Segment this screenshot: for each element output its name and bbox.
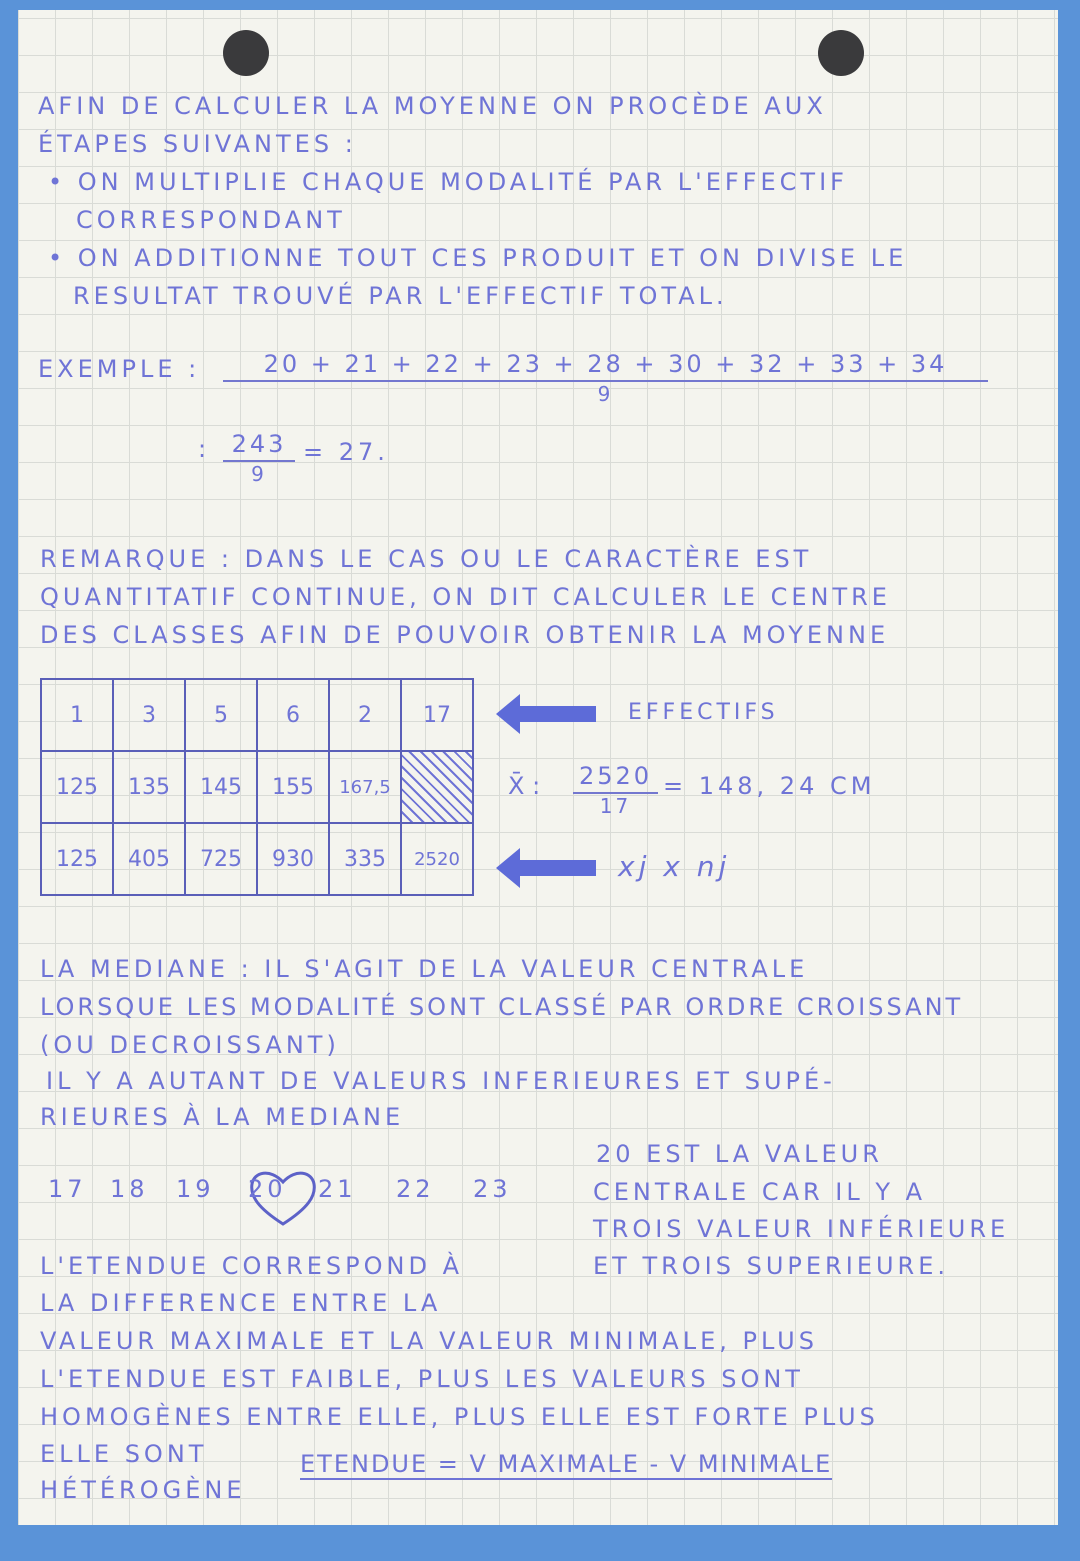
step-fraction bbox=[223, 430, 295, 486]
bullet-text: CORRESPONDANT bbox=[76, 206, 346, 234]
table-cell: 1 bbox=[41, 679, 113, 751]
series-value: 21 bbox=[318, 1175, 357, 1203]
example-result: = 27. bbox=[303, 438, 389, 466]
etendue-line: L'ETENDUE EST FAIBLE, PLUS LES VALEURS SONT bbox=[40, 1365, 804, 1393]
table-cell: 5 bbox=[185, 679, 257, 751]
mediane-line: (OU DECROISSANT) bbox=[40, 1031, 340, 1059]
bullet-text: RESULTAT TROUVÉ PAR L'EFFECTIF TOTAL. bbox=[73, 282, 728, 310]
mean-numerator: 2520 bbox=[573, 762, 658, 794]
example-denominator: 9 bbox=[597, 382, 614, 406]
equals-sign: : bbox=[198, 435, 211, 463]
table-row bbox=[41, 823, 473, 895]
table-cell: 3 bbox=[113, 679, 185, 751]
series-value: 23 bbox=[473, 1175, 512, 1203]
etendue-line: VALEUR MAXIMALE ET LA VALEUR MINIMALE, PLUS bbox=[40, 1327, 818, 1355]
table-cell: 135 bbox=[113, 751, 185, 823]
series-value: 17 bbox=[48, 1175, 87, 1203]
etendue-line: ELLE SONT bbox=[40, 1440, 208, 1468]
etendue-line: HOMOGÈNES ENTRE ELLE, PLUS ELLE EST FORTE PLUS bbox=[40, 1403, 879, 1431]
etendue-line: HÉTÉROGÈNE bbox=[40, 1476, 246, 1504]
series-value: 19 bbox=[176, 1175, 215, 1203]
series-value: 18 bbox=[110, 1175, 149, 1203]
step-numerator: 243 bbox=[223, 430, 295, 462]
table-row bbox=[41, 679, 473, 751]
mean-denominator: 17 bbox=[599, 794, 632, 818]
table-cell: 2520 bbox=[401, 823, 473, 895]
intro-line: ÉTAPES SUIVANTES : bbox=[38, 130, 357, 158]
table-cell: 17 bbox=[401, 679, 473, 751]
binder-hole bbox=[223, 30, 269, 76]
binder-hole bbox=[818, 30, 864, 76]
etendue-formula: ETENDUE = V MAXIMALE - V MINIMALE bbox=[300, 1450, 833, 1478]
mediane-line: IL Y A AUTANT DE VALEURS INFERIEURES ET SUPÉ- bbox=[46, 1067, 836, 1095]
table-cell: 725 bbox=[185, 823, 257, 895]
table-cell: 6 bbox=[257, 679, 329, 751]
remarque-line: QUANTITATIF CONTINUE, ON DIT CALCULER LE CENTRE bbox=[40, 583, 891, 611]
series-value: 22 bbox=[396, 1175, 435, 1203]
table-cell: 2 bbox=[329, 679, 401, 751]
mean-fraction bbox=[573, 762, 658, 818]
grid-paper-sheet bbox=[18, 10, 1058, 1525]
example-fraction bbox=[223, 350, 988, 406]
table-cell: 155 bbox=[257, 751, 329, 823]
step-denominator: 9 bbox=[251, 462, 267, 486]
mediane-line: RIEURES À LA MEDIANE bbox=[40, 1103, 405, 1131]
frequency-table bbox=[40, 678, 474, 896]
table-cell: 145 bbox=[185, 751, 257, 823]
median-value: 20 bbox=[248, 1175, 287, 1203]
effectifs-label: EFFECTIFS bbox=[628, 700, 779, 725]
bullet-text: • ON ADDITIONNE TOUT CES PRODUIT ET ON DIVISE LE bbox=[48, 244, 908, 272]
etendue-line: LA DIFFERENCE ENTRE LA bbox=[40, 1289, 442, 1317]
mean-symbol: X̄ : bbox=[508, 772, 541, 800]
mediane-line: LORSQUE LES MODALITÉ SONT CLASSÉ PAR ORDRE CROISSANT bbox=[40, 993, 964, 1021]
arrow-left-icon bbox=[496, 846, 596, 890]
table-cell: 125 bbox=[41, 823, 113, 895]
remarque-line: REMARQUE : DANS LE CAS OU LE CARACTÈRE EST bbox=[40, 545, 813, 573]
hatched-cell bbox=[401, 751, 473, 823]
example-numerator: 20 + 21 + 22 + 23 + 28 + 30 + 32 + 33 + 34 bbox=[223, 350, 988, 382]
median-note: CENTRALE CAR IL Y A bbox=[593, 1178, 927, 1206]
etendue-line: L'ETENDUE CORRESPOND À bbox=[40, 1252, 463, 1280]
mediane-line: LA MEDIANE : IL S'AGIT DE LA VALEUR CENTRALE bbox=[40, 955, 809, 983]
example-label: EXEMPLE : bbox=[38, 355, 201, 383]
median-note: 20 EST LA VALEUR bbox=[596, 1140, 883, 1168]
product-label: xj x nj bbox=[618, 850, 731, 883]
table-cell: 125 bbox=[41, 751, 113, 823]
remarque-line: DES CLASSES AFIN DE POUVOIR OBTENIR LA MOYENNE bbox=[40, 621, 890, 649]
table-cell: 335 bbox=[329, 823, 401, 895]
arrow-left-icon bbox=[496, 692, 596, 736]
median-note: TROIS VALEUR INFÉRIEURE bbox=[593, 1215, 1010, 1243]
table-cell: 930 bbox=[257, 823, 329, 895]
table-cell: 167,5 bbox=[329, 751, 401, 823]
mean-result: = 148, 24 CM bbox=[663, 772, 876, 800]
table-cell: 405 bbox=[113, 823, 185, 895]
bullet-text: • ON MULTIPLIE CHAQUE MODALITÉ PAR L'EFFECTIF bbox=[48, 168, 848, 196]
table-row bbox=[41, 751, 473, 823]
median-note: ET TROIS SUPERIEURE. bbox=[593, 1252, 950, 1280]
intro-line: AFIN DE CALCULER LA MOYENNE ON PROCÈDE AUX bbox=[38, 92, 827, 120]
